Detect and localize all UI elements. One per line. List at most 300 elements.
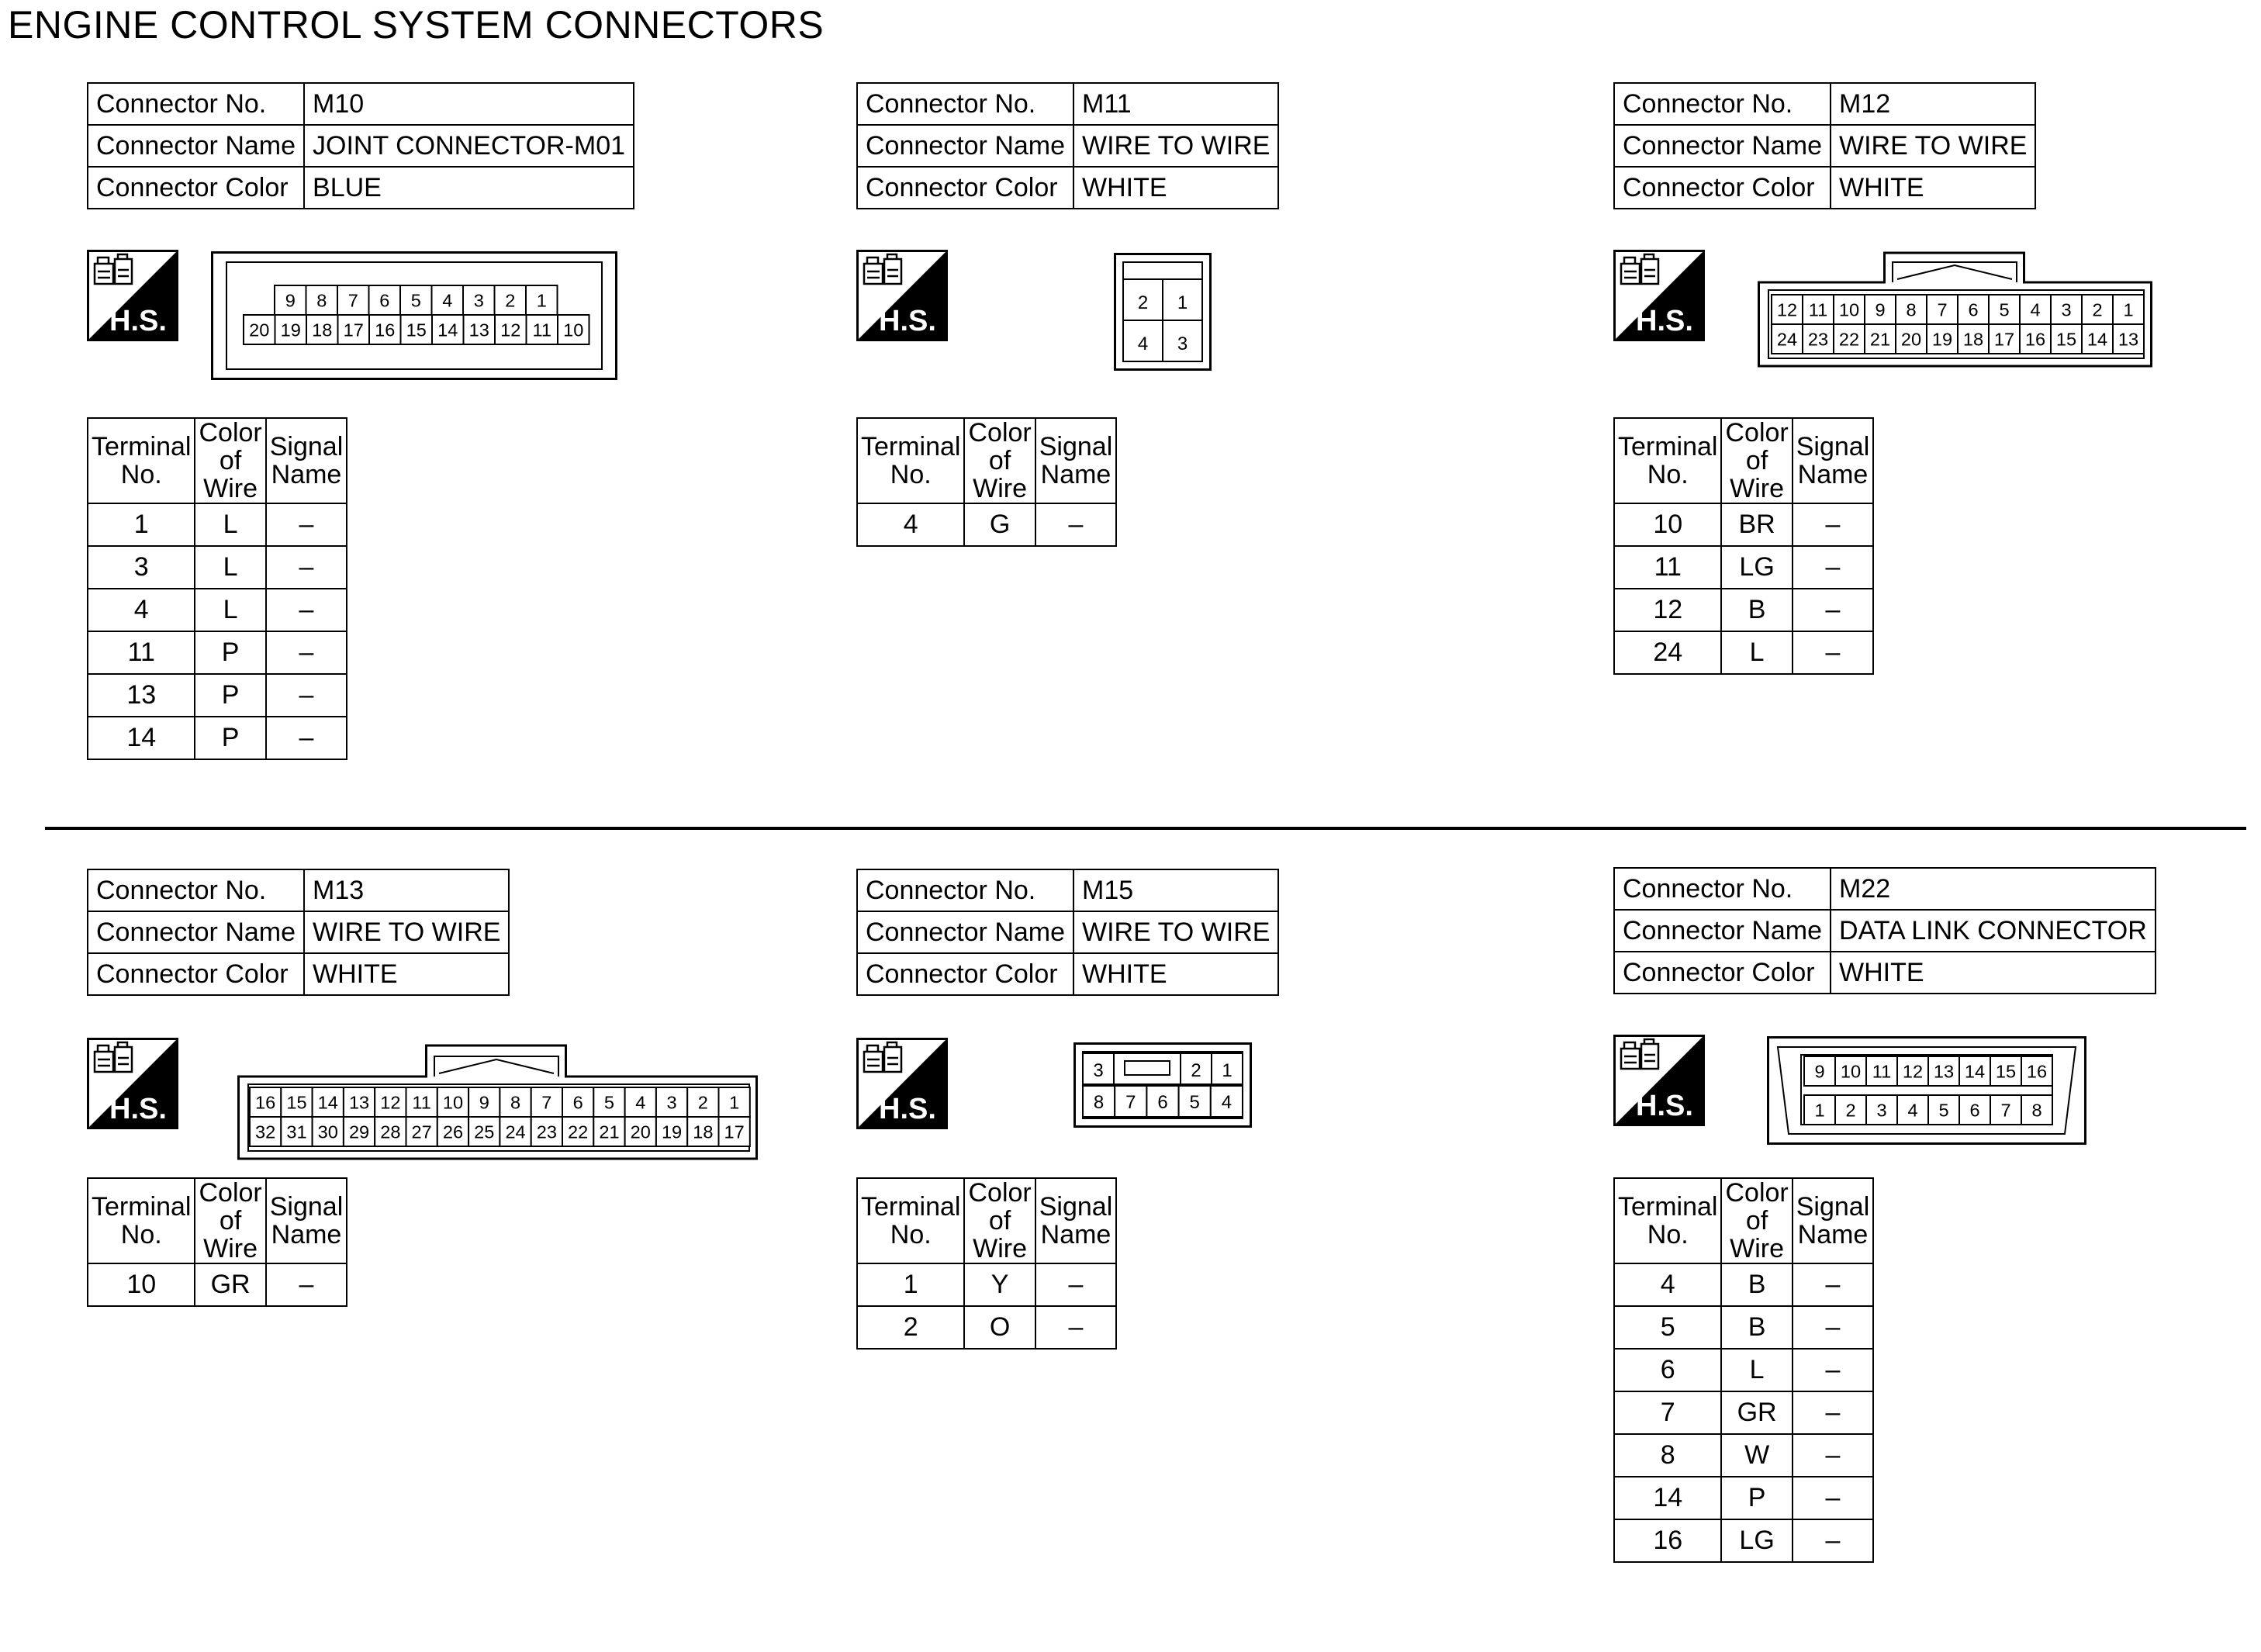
pin-label: 1	[536, 290, 547, 311]
pin-label: 20	[630, 1121, 651, 1142]
table-row	[1614, 546, 1873, 589]
pin-label: 2	[1191, 1060, 1201, 1081]
terminal-no-header: Terminal No.	[88, 418, 195, 503]
pin-label: 24	[1776, 329, 1798, 350]
pin-label: 10	[1840, 1061, 1862, 1082]
pin-label: 22	[568, 1121, 589, 1142]
color-of-wire-header-line1: Color of	[968, 418, 1032, 475]
page-title: ENGINE CONTROL SYSTEM CONNECTORS	[8, 3, 825, 47]
signal-name-cell: –	[266, 717, 347, 759]
terminal-no-cell: 4	[88, 589, 195, 631]
connector-color-row	[857, 167, 1278, 209]
hs-harness-side-icon	[87, 1038, 178, 1129]
terminal-no-header: Terminal No.	[1614, 418, 1721, 503]
table-row	[88, 1263, 347, 1306]
connector-name-value: WIRE TO WIRE	[1831, 125, 2035, 167]
pin-label: 4	[1137, 334, 1149, 355]
wire-color-cell: GR	[195, 1263, 265, 1306]
signal-name-cell: –	[1793, 1434, 1874, 1477]
pin-label: 18	[1962, 329, 1984, 350]
pin-label: 15	[2055, 329, 2077, 350]
wire-color-cell: G	[964, 503, 1035, 546]
color-of-wire-header-line2: Wire	[203, 1234, 258, 1263]
pin-label: 25	[474, 1121, 495, 1142]
color-of-wire-header-line2: Wire	[973, 1234, 1028, 1263]
terminal-no-cell: 24	[1614, 631, 1721, 674]
connector-color-row	[1614, 952, 2156, 994]
pin-label: 8	[510, 1092, 521, 1113]
connector-color-row	[857, 953, 1278, 995]
signal-name-header: Signal Name	[1793, 418, 1874, 503]
pin-label: 10	[442, 1092, 464, 1113]
terminal-table	[87, 1177, 347, 1307]
terminal-no-cell: 1	[88, 503, 195, 546]
terminal-no-cell: 10	[88, 1263, 195, 1306]
connector-name-row	[857, 125, 1278, 167]
terminal-header-row	[1614, 1178, 1873, 1263]
connector-name-label: Connector Name	[857, 911, 1073, 953]
color-of-wire-header-line1: Color of	[1725, 1178, 1789, 1236]
wire-color-cell: B	[1721, 1306, 1792, 1349]
pin-label: 24	[505, 1121, 526, 1142]
table-row	[1614, 1434, 1873, 1477]
signal-name-cell: –	[266, 589, 347, 631]
connector-face-diagram	[1114, 253, 1212, 375]
pin-label: 16	[2026, 1061, 2048, 1082]
terminal-header-row	[88, 1178, 347, 1263]
signal-name-cell: –	[1793, 1349, 1874, 1391]
color-of-wire-header-line2: Wire	[1730, 1234, 1785, 1263]
connector-color-value: WHITE	[1831, 167, 2035, 209]
color-of-wire-header	[964, 1178, 1035, 1263]
connector-name-row	[1614, 910, 2156, 952]
pin-label: 9	[1875, 299, 1886, 320]
pin-label: 5	[1938, 1100, 1949, 1121]
terminal-no-cell: 6	[1614, 1349, 1721, 1391]
pin-label: 20	[1900, 329, 1922, 350]
hs-badge-label: H.S.	[109, 1093, 167, 1125]
connector-no-row	[1614, 868, 2156, 910]
terminal-table	[87, 417, 347, 760]
connector-info-table	[856, 869, 1279, 996]
table-row	[88, 717, 347, 759]
pin-label: 11	[532, 320, 551, 340]
terminal-table	[1613, 1177, 1874, 1563]
pin-label: 31	[286, 1121, 307, 1142]
signal-name-cell: –	[266, 546, 347, 589]
color-of-wire-header	[1721, 1178, 1792, 1263]
pin-label: 3	[473, 290, 484, 311]
connector-no-row	[88, 83, 634, 125]
connector-name-value: JOINT CONNECTOR-M01	[304, 125, 634, 167]
pin-label: 21	[599, 1121, 620, 1142]
wire-color-cell: LG	[1721, 1519, 1792, 1562]
signal-name-header: Signal Name	[266, 1178, 347, 1263]
pin-label: 11	[412, 1092, 431, 1113]
hs-harness-side-icon	[1613, 1035, 1705, 1126]
pin-label: 4	[635, 1092, 646, 1113]
connector-no-row	[1614, 83, 2035, 125]
pin-label: 12	[500, 320, 521, 340]
connector-name-row	[857, 911, 1278, 953]
connector-no-value: M10	[304, 83, 634, 125]
terminal-no-cell: 1	[857, 1263, 964, 1306]
connector-face-diagram	[237, 1044, 759, 1164]
pin-label: 9	[479, 1092, 489, 1113]
connector-no-label: Connector No.	[1614, 83, 1831, 125]
table-row	[1614, 1519, 1873, 1562]
connector-color-value: WHITE	[1831, 952, 2156, 994]
pin-label: 4	[1221, 1091, 1232, 1113]
table-row	[1614, 631, 1873, 674]
pin-label: 1	[1177, 292, 1188, 314]
connector-color-value: WHITE	[1073, 953, 1278, 995]
table-row	[1614, 1263, 1873, 1306]
connector-color-label: Connector Color	[88, 167, 304, 209]
connector-name-label: Connector Name	[1614, 125, 1831, 167]
terminal-no-cell: 7	[1614, 1391, 1721, 1434]
connector-no-value: M13	[304, 869, 509, 911]
table-row	[1614, 1391, 1873, 1434]
connector-no-label: Connector No.	[857, 83, 1073, 125]
terminal-no-cell: 3	[88, 546, 195, 589]
terminal-no-cell: 4	[857, 503, 964, 546]
terminal-no-cell: 4	[1614, 1263, 1721, 1306]
connector-no-label: Connector No.	[88, 83, 304, 125]
pin-label: 13	[2118, 329, 2139, 350]
pin-label: 17	[343, 320, 364, 340]
pin-label: 12	[1776, 299, 1798, 320]
pin-label: 19	[661, 1121, 683, 1142]
signal-name-cell: –	[1793, 1519, 1874, 1562]
wire-color-cell: LG	[1721, 546, 1792, 589]
color-of-wire-header-line2: Wire	[973, 474, 1028, 503]
pin-label: 19	[1931, 329, 1953, 350]
connector-color-label: Connector Color	[88, 953, 304, 995]
color-of-wire-header	[195, 418, 265, 503]
pin-label: 5	[603, 1092, 615, 1113]
wire-color-cell: B	[1721, 589, 1792, 631]
hs-harness-side-icon	[87, 250, 178, 341]
connector-name-value: WIRE TO WIRE	[1073, 125, 1278, 167]
table-row	[88, 674, 347, 717]
hs-harness-side-icon	[856, 1038, 948, 1129]
pin-label: 11	[1872, 1061, 1892, 1082]
pin-label: 8	[2031, 1100, 2042, 1121]
connector-name-value: WIRE TO WIRE	[1073, 911, 1278, 953]
pin-label: 10	[563, 320, 584, 340]
connector-color-row	[1614, 167, 2035, 209]
connector-name-row	[1614, 125, 2035, 167]
pin-label: 4	[442, 290, 453, 311]
pin-label: 27	[411, 1121, 432, 1142]
pin-label: 6	[1157, 1091, 1168, 1113]
connector-color-label: Connector Color	[1614, 167, 1831, 209]
terminal-no-header: Terminal No.	[88, 1178, 195, 1263]
table-row	[857, 1263, 1116, 1306]
pin-label: 20	[249, 320, 270, 340]
hs-badge-label: H.S.	[879, 305, 936, 337]
table-row	[88, 546, 347, 589]
terminal-header-row	[88, 418, 347, 503]
pin-label: 7	[1937, 299, 1948, 320]
terminal-no-cell: 5	[1614, 1306, 1721, 1349]
connector-color-value: BLUE	[304, 167, 634, 209]
terminal-no-cell: 12	[1614, 589, 1721, 631]
connector-info-table	[1613, 82, 2036, 209]
connector-face-diagram	[1767, 1036, 2086, 1149]
pin-label: 1	[1814, 1100, 1825, 1121]
signal-name-header: Signal Name	[1035, 418, 1117, 503]
terminal-table	[856, 417, 1117, 547]
signal-name-cell: –	[266, 631, 347, 674]
connector-name-label: Connector Name	[88, 125, 304, 167]
pin-label: 8	[316, 290, 327, 311]
pin-label: 23	[1807, 329, 1829, 350]
wire-color-cell: L	[195, 589, 265, 631]
connector-name-label: Connector Name	[857, 125, 1073, 167]
terminal-no-header: Terminal No.	[857, 1178, 964, 1263]
signal-name-cell: –	[1035, 1306, 1117, 1349]
pin-label: 17	[1993, 329, 2015, 350]
color-of-wire-header	[964, 418, 1035, 503]
wire-color-cell: L	[195, 503, 265, 546]
wire-color-cell: L	[1721, 1349, 1792, 1391]
connector-face-diagram	[1073, 1042, 1252, 1132]
pin-label: 14	[1964, 1061, 1986, 1082]
wire-color-cell: B	[1721, 1263, 1792, 1306]
connector-color-value: WHITE	[304, 953, 509, 995]
wire-color-cell: L	[1721, 631, 1792, 674]
pin-label: 28	[380, 1121, 401, 1142]
pin-label: 1	[729, 1092, 740, 1113]
connector-no-value: M15	[1073, 869, 1278, 911]
wire-color-cell: W	[1721, 1434, 1792, 1477]
terminal-no-cell: 11	[88, 631, 195, 674]
pin-label: 6	[572, 1092, 583, 1113]
signal-name-cell: –	[266, 503, 347, 546]
pin-label: 22	[1838, 329, 1860, 350]
pin-label: 7	[541, 1092, 552, 1113]
pin-label: 16	[2024, 329, 2046, 350]
terminal-no-cell: 14	[88, 717, 195, 759]
pin-label: 12	[1902, 1061, 1924, 1082]
pin-label: 3	[1177, 334, 1188, 355]
connector-no-row	[857, 869, 1278, 911]
connector-name-row	[88, 125, 634, 167]
connector-no-value: M22	[1831, 868, 2156, 910]
table-row	[1614, 589, 1873, 631]
signal-name-cell: –	[1793, 1263, 1874, 1306]
pin-label: 10	[1838, 299, 1860, 320]
pin-label: 7	[2000, 1100, 2011, 1121]
connector-color-row	[88, 167, 634, 209]
pin-label: 15	[286, 1092, 307, 1113]
hs-badge-label: H.S.	[109, 305, 167, 337]
hs-harness-side-icon	[856, 250, 948, 341]
terminal-no-header: Terminal No.	[1614, 1178, 1721, 1263]
pin-label: 13	[1933, 1061, 1955, 1082]
pin-label: 5	[1189, 1091, 1200, 1113]
pin-label: 16	[255, 1092, 276, 1113]
table-row	[88, 589, 347, 631]
pin-label: 1	[1222, 1060, 1232, 1081]
color-of-wire-header-line1: Color of	[968, 1178, 1032, 1236]
terminal-header-row	[857, 418, 1116, 503]
pin-label: 14	[317, 1092, 338, 1113]
signal-name-cell: –	[1793, 631, 1874, 674]
wire-color-cell: O	[964, 1306, 1035, 1349]
color-of-wire-header	[1721, 418, 1792, 503]
pin-label: 2	[1137, 292, 1149, 314]
hs-harness-side-icon	[1613, 250, 1705, 341]
pin-label: 15	[406, 320, 427, 340]
color-of-wire-header-line1: Color of	[199, 418, 262, 475]
wire-color-cell: Y	[964, 1263, 1035, 1306]
pin-label: 2	[2092, 299, 2103, 320]
pin-label: 3	[2061, 299, 2072, 320]
color-of-wire-header-line1: Color of	[1725, 418, 1789, 475]
pin-label: 30	[317, 1121, 338, 1142]
terminal-table	[856, 1177, 1117, 1350]
terminal-no-cell: 11	[1614, 546, 1721, 589]
hs-badge-label: H.S.	[1636, 1090, 1693, 1122]
terminal-no-cell: 16	[1614, 1519, 1721, 1562]
pin-label: 9	[285, 290, 296, 311]
connector-name-label: Connector Name	[1614, 910, 1831, 952]
pin-label: 8	[1093, 1091, 1105, 1113]
pin-label: 2	[505, 290, 516, 311]
pin-label: 12	[380, 1092, 401, 1113]
pin-label: 13	[348, 1092, 370, 1113]
terminal-no-cell: 8	[1614, 1434, 1721, 1477]
pin-label: 8	[1906, 299, 1917, 320]
pin-label: 5	[410, 290, 421, 311]
wire-color-cell: P	[195, 717, 265, 759]
pin-label: 4	[1907, 1100, 1918, 1121]
signal-name-cell: –	[1793, 503, 1874, 546]
terminal-no-cell: 10	[1614, 503, 1721, 546]
connector-no-label: Connector No.	[857, 869, 1073, 911]
pin-label: 7	[1125, 1091, 1136, 1113]
wire-color-cell: P	[195, 631, 265, 674]
connector-face-diagram	[1758, 251, 2153, 372]
color-of-wire-header	[195, 1178, 265, 1263]
pin-label: 21	[1869, 329, 1891, 350]
signal-name-cell: –	[266, 1263, 347, 1306]
wire-color-cell: P	[195, 674, 265, 717]
pin-label: 5	[1999, 299, 2010, 320]
pin-label: 15	[1995, 1061, 2017, 1082]
pin-label: 1	[2123, 299, 2134, 320]
terminal-header-row	[1614, 418, 1873, 503]
connector-no-value: M12	[1831, 83, 2035, 125]
table-row	[1614, 1477, 1873, 1519]
pin-label: 32	[255, 1121, 276, 1142]
signal-name-cell: –	[1793, 546, 1874, 589]
connector-color-value: WHITE	[1073, 167, 1278, 209]
pin-label: 18	[693, 1121, 714, 1142]
wire-color-cell: BR	[1721, 503, 1792, 546]
color-of-wire-header-line2: Wire	[1730, 474, 1785, 503]
connector-name-label: Connector Name	[88, 911, 304, 953]
connector-name-row	[88, 911, 509, 953]
table-row	[88, 503, 347, 546]
pin-label: 14	[2086, 329, 2108, 350]
connector-info-table	[87, 869, 510, 996]
signal-name-cell: –	[1793, 589, 1874, 631]
connector-info-table	[1613, 867, 2156, 994]
pin-label: 11	[1808, 299, 1828, 320]
pin-label: 16	[375, 320, 396, 340]
signal-name-header: Signal Name	[266, 418, 347, 503]
table-row	[1614, 1306, 1873, 1349]
pin-label: 9	[1814, 1061, 1825, 1082]
connector-color-label: Connector Color	[857, 167, 1073, 209]
pin-label: 2	[1845, 1100, 1856, 1121]
pin-label: 29	[348, 1121, 370, 1142]
pin-label: 3	[666, 1092, 677, 1113]
signal-name-cell: –	[1793, 1391, 1874, 1434]
terminal-no-cell: 13	[88, 674, 195, 717]
table-row	[88, 631, 347, 674]
terminal-header-row	[857, 1178, 1116, 1263]
pin-label: 19	[280, 320, 301, 340]
connector-no-value: M11	[1073, 83, 1278, 125]
terminal-table	[1613, 417, 1874, 675]
connector-info-table	[87, 82, 634, 209]
hs-badge-label: H.S.	[1636, 305, 1693, 337]
table-row	[1614, 503, 1873, 546]
connector-name-value: WIRE TO WIRE	[304, 911, 509, 953]
signal-name-cell: –	[1035, 1263, 1117, 1306]
table-row	[857, 1306, 1116, 1349]
signal-name-cell: –	[1793, 1306, 1874, 1349]
pin-label: 14	[437, 320, 458, 340]
connector-color-label: Connector Color	[1614, 952, 1831, 994]
hs-badge-label: H.S.	[879, 1093, 936, 1125]
connector-color-label: Connector Color	[857, 953, 1073, 995]
pin-label: 6	[379, 290, 390, 311]
signal-name-cell: –	[266, 674, 347, 717]
terminal-no-header: Terminal No.	[857, 418, 964, 503]
connector-info-table	[856, 82, 1279, 209]
connector-no-label: Connector No.	[88, 869, 304, 911]
connector-no-label: Connector No.	[1614, 868, 1831, 910]
pin-label: 2	[697, 1092, 708, 1113]
wire-color-cell: P	[1721, 1477, 1792, 1519]
pin-label: 26	[442, 1121, 464, 1142]
table-row	[1614, 1349, 1873, 1391]
signal-name-cell: –	[1035, 503, 1117, 546]
signal-name-header: Signal Name	[1793, 1178, 1874, 1263]
pin-label: 7	[347, 290, 358, 311]
wire-color-cell: GR	[1721, 1391, 1792, 1434]
terminal-no-cell: 14	[1614, 1477, 1721, 1519]
pin-label: 23	[536, 1121, 557, 1142]
signal-name-cell: –	[1793, 1477, 1874, 1519]
wire-color-cell: L	[195, 546, 265, 589]
section-divider	[45, 827, 2246, 830]
color-of-wire-header-line1: Color of	[199, 1178, 262, 1236]
pin-label: 13	[468, 320, 489, 340]
signal-name-header: Signal Name	[1035, 1178, 1117, 1263]
color-of-wire-header-line2: Wire	[203, 474, 258, 503]
pin-label: 17	[724, 1121, 745, 1142]
connector-name-value: DATA LINK CONNECTOR	[1831, 910, 2156, 952]
connector-no-row	[88, 869, 509, 911]
table-row	[857, 503, 1116, 546]
